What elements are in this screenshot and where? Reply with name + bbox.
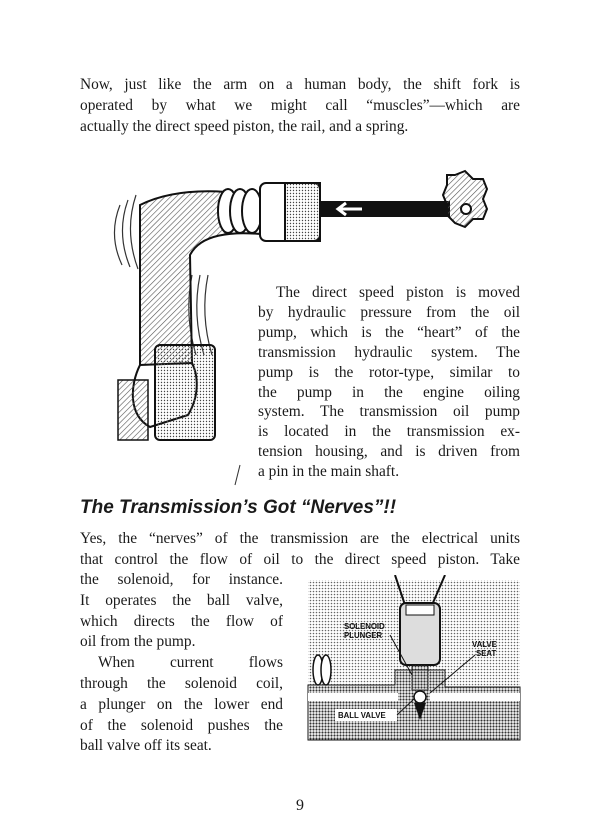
solenoid-line: ball valve off its seat. [80,737,212,755]
solenoid-paragraph [80,570,283,757]
solenoid-line: When current flows [98,654,283,672]
piston-paragraph [258,283,520,482]
solenoid-line: It operates the ball valve, [80,591,283,609]
solenoid-line: the solenoid, for instance. [80,571,283,588]
solenoid-line: oil from the pump. [80,633,196,651]
ball-valve [414,691,426,703]
intro-line: operated by what we might call “muscles”—which are [80,97,520,114]
intro-paragraph [80,74,520,137]
intro-line: Now, just like the arm on a human body, the shift fork is [80,76,520,93]
page-number: 9 [296,797,304,814]
knob [443,171,487,227]
nerves-line: that control the flow of oil to the direct speed piston. Take [80,551,520,568]
piston-line: tension housing, and is driven from [258,443,520,461]
label-plunger: PLUNGER [344,631,383,640]
nerves-line: Yes, the “nerves” of the transmission are the electrical units [80,530,520,547]
solenoid-line: a plunger on the lower end [80,695,283,713]
piston-line: system. The transmission oil pump [258,403,520,421]
label-solenoid: SOLENOID [344,622,385,631]
piston-line: is located in the transmission ex- [258,423,520,441]
piston-line: pump is the rotor-type, similar to [258,363,520,381]
solenoid-diagram [300,575,522,743]
solenoid-line: of the solenoid pushes the [80,716,283,734]
label-valve: VALVE [472,640,497,649]
piston-line: a pin in the main shaft. [258,463,400,481]
piston-line: The direct speed piston is moved [276,284,520,301]
piston-line: by hydraulic pressure from the oil [258,303,520,321]
nerves-paragraph [80,528,520,570]
label-seat: SEAT [476,649,497,658]
intro-line: actually the direct speed piston, the rail, and a spring. [80,118,409,135]
label-ball-valve: BALL VALVE [338,711,386,720]
piston-line: transmission hydraulic system. The [258,343,520,361]
piston-line: pump, which is the “heart” of the [258,323,520,341]
section-heading: The Transmission’s Got “Nerves”!! [80,497,397,518]
piston-line: the pump in the engine oiling [258,383,520,401]
gripped-cylinder [155,345,215,440]
solenoid-line: which directs the flow of [80,612,283,630]
spring [218,189,262,233]
solenoid-line: through the solenoid coil, [80,674,283,692]
